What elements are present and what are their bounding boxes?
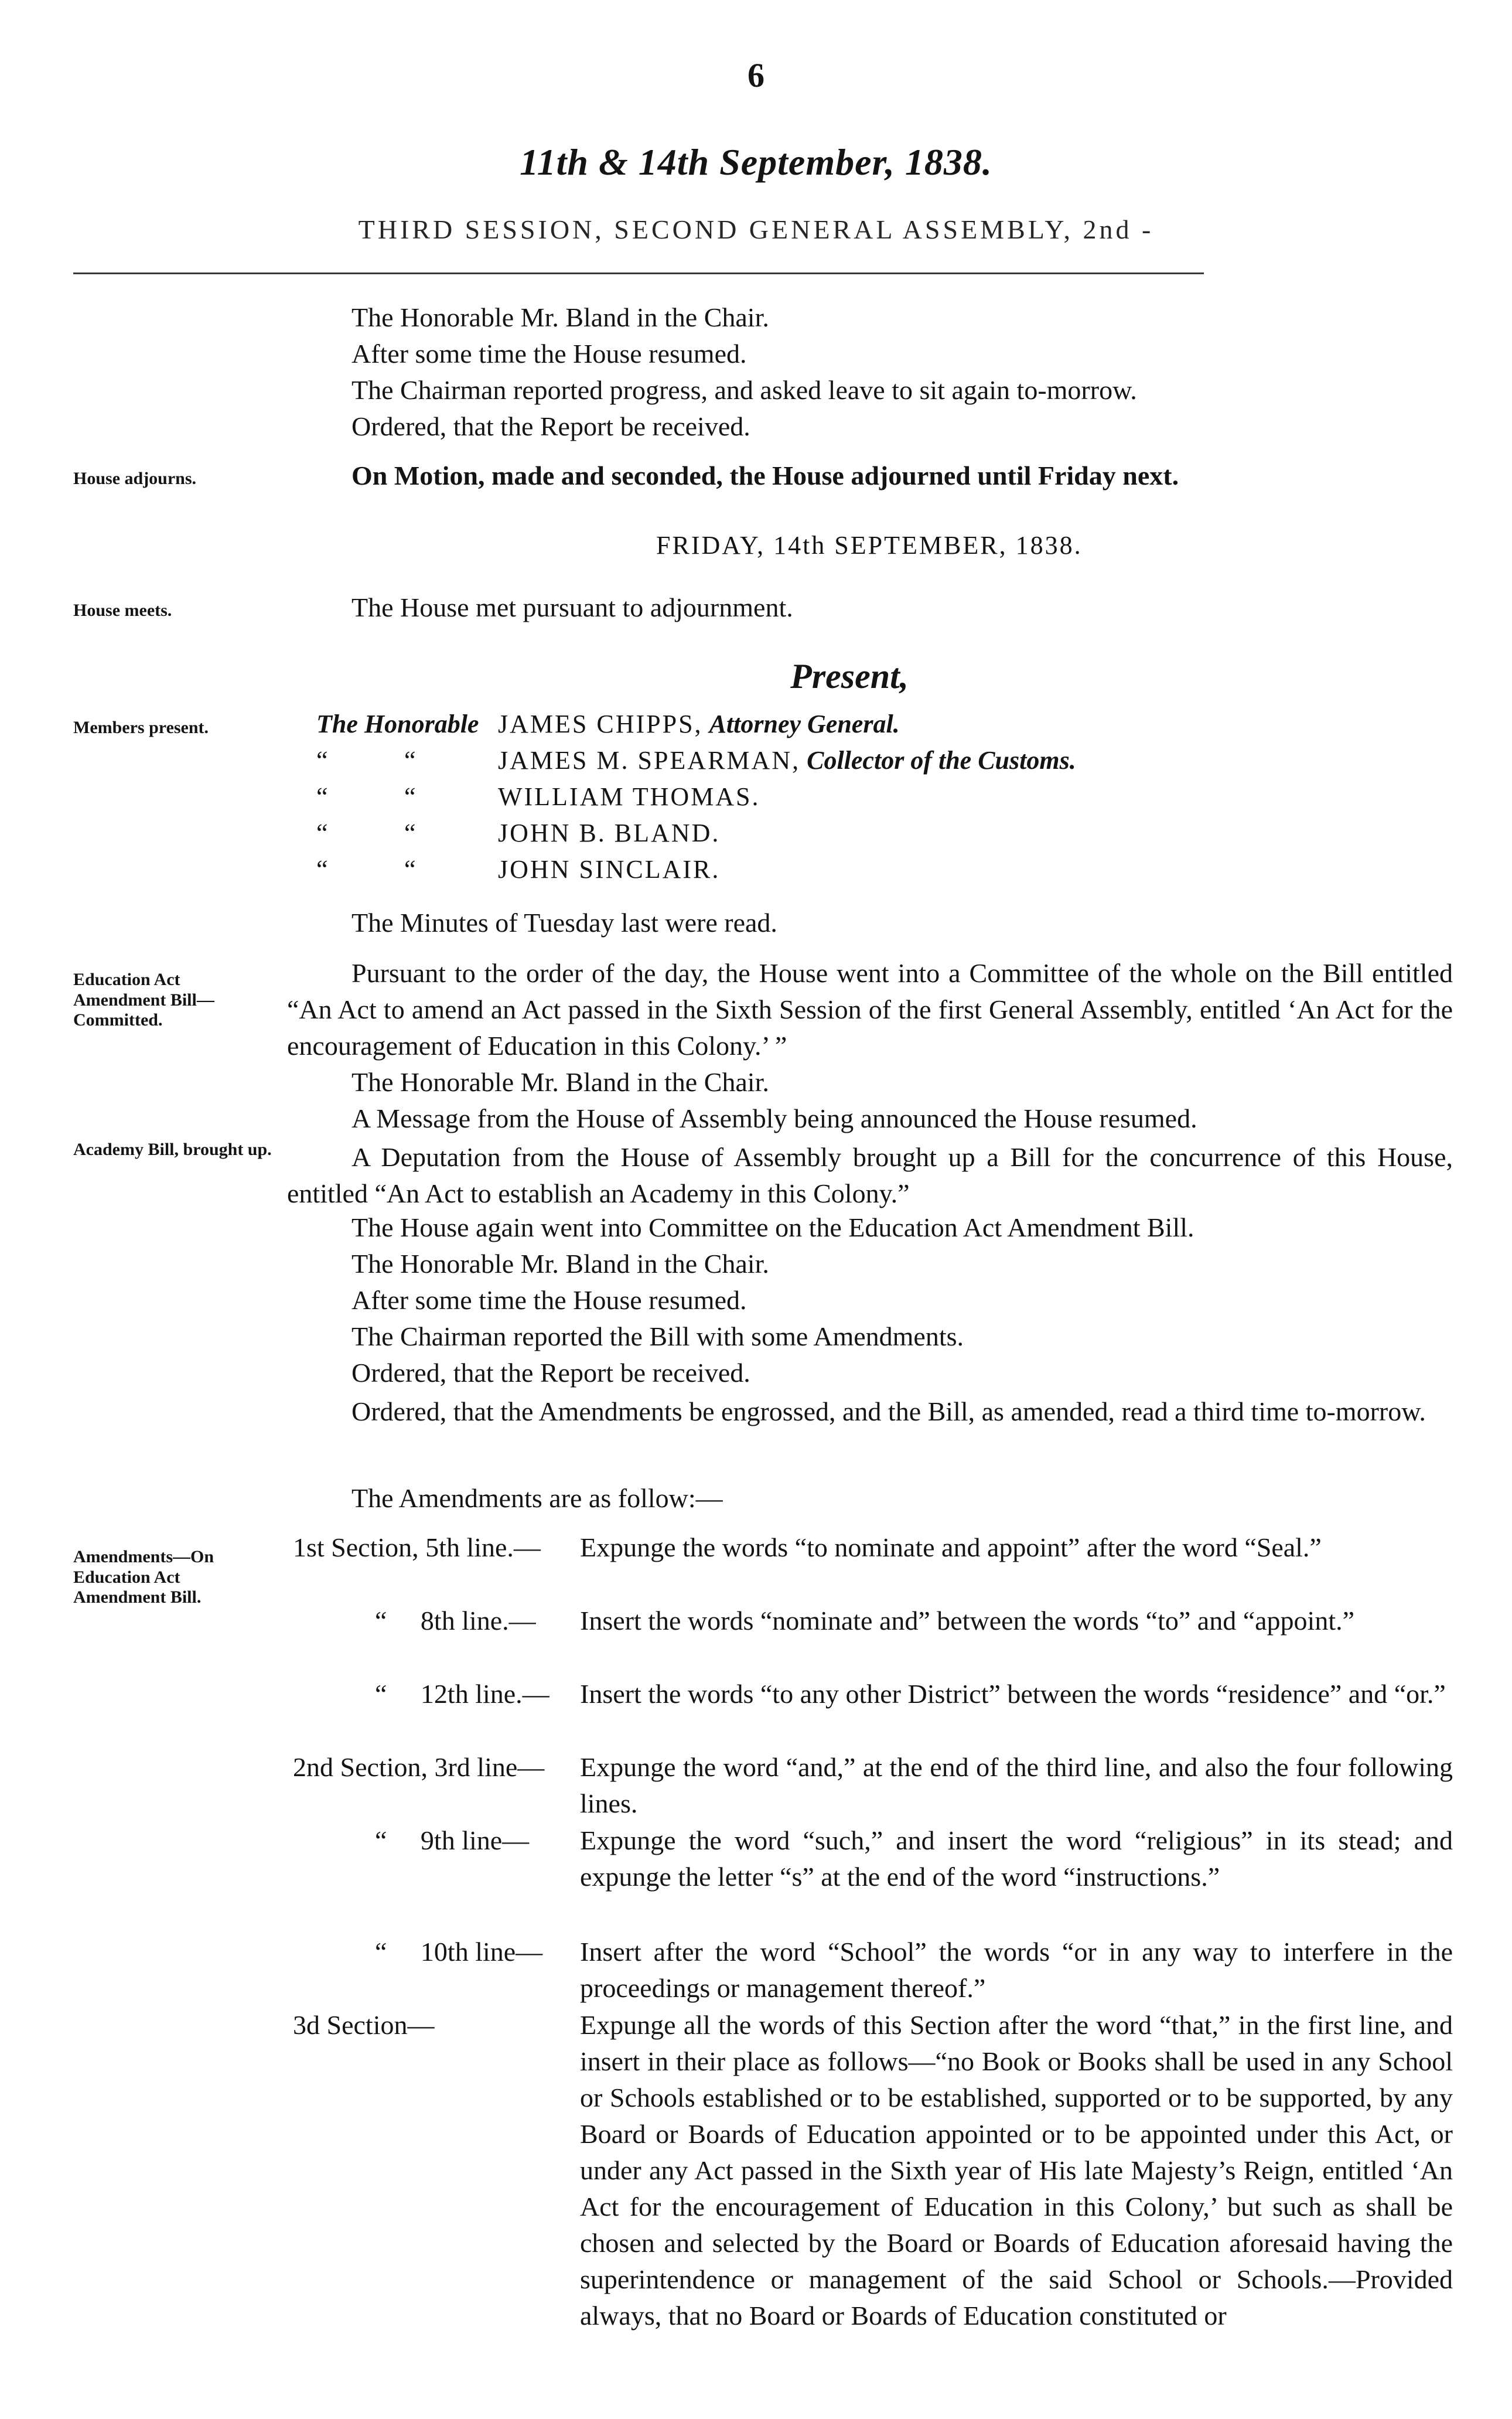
proceeding-line: The House again went into Committee on the Education Act Amendment Bill.	[351, 1212, 1194, 1242]
amendment-item	[293, 1603, 1453, 1679]
member-role: Attorney General.	[709, 710, 900, 738]
amendment-text: Expunge the words “to nominate and appoint” after the word “Seal.”	[580, 1532, 1322, 1562]
amendment-text: Expunge the word “and,” at the end of the third line, and also the four following lines.	[580, 1752, 1453, 1818]
amendment-item	[293, 1676, 1453, 1752]
bland-chair-line: The Honorable Mr. Bland in the Chair.	[351, 1067, 769, 1097]
amendments-intro: The Amendments are as follow:—	[351, 1483, 723, 1513]
ditto-mark: “	[404, 782, 416, 811]
amendment-label: 2nd Section, 3rd line—	[293, 1752, 545, 1782]
amendment-label: “ 10th line—	[375, 1937, 543, 1967]
header-rule	[73, 272, 1204, 274]
member-role: Collector of the Customs.	[807, 746, 1076, 775]
page-number: 6	[748, 56, 764, 94]
friday-heading: FRIDAY, 14th SEPTEMBER, 1838.	[656, 531, 1083, 560]
message-line: A Message from the House of Assembly being announced the House resumed.	[351, 1103, 1197, 1133]
amendment-item	[293, 1934, 1453, 2010]
member-prefix-text: The Honorable	[316, 710, 479, 738]
resumed-line: After some time the House resumed.	[351, 339, 747, 369]
amendment-label: “ 12th line.—	[375, 1679, 549, 1709]
margin-academy-bill: Academy Bill, brought up.	[73, 1140, 272, 1159]
amendment-text: Insert the words “nominate and” between the words “to” and “appoint.”	[580, 1606, 1355, 1636]
house-met-line: The House met pursuant to adjournment.	[351, 592, 793, 622]
amendment-text: Insert after the word “School” the words “or in any way to interfere in the proceedings or management thereof.”	[580, 1937, 1453, 2003]
minutes-line: The Minutes of Tuesday last were read.	[351, 908, 777, 938]
ditto-mark: “	[404, 746, 416, 775]
progress-line: The Chairman reported progress, and asked leave to sit again to-morrow.	[351, 375, 1137, 405]
amendment-label: 1st Section, 5th line.—	[293, 1532, 541, 1562]
engrossed-text: Ordered, that the Amendments be engrossed, and the Bill, as amended, read a third time to-morrow.	[351, 1396, 1426, 1426]
ditto-mark: “	[316, 819, 328, 847]
proceeding-line: Ordered, that the Report be received.	[351, 1358, 750, 1388]
amendment-text: Expunge all the words of this Section after the word “that,” in the first line, and insert in their place as follows—“no Book or Books shall be used in any School or Schools established or to be established, supported or to be supported, by any Board or Boards of Education appointed or to be appointed under this Act, or under any Act passed in the Sixth year of His late Majesty’s Reign, entitled ‘An Act for the encouragement of Education in this Colony,’ but such as shall be chosen and selected by the Board or Boards of Education aforesaid having the superintendence or management of the said School or Schools.—Provided always, that no Board or Boards of Education constituted or	[580, 2010, 1453, 2331]
proceeding-line: The Chairman reported the Bill with some Amendments.	[351, 1321, 964, 1351]
amendment-item	[293, 1529, 1453, 1606]
member-row	[498, 709, 900, 739]
ditto-mark: “	[404, 855, 416, 884]
margin-members-present: Members present.	[73, 718, 209, 737]
ditto-mark: “	[316, 782, 328, 811]
pursuant-text: Pursuant to the order of the day, the House went into a Committee of the whole on the Bill entitled “An Act to amend an Act passed in the Sixth Session of the first General Assembly, entitled ‘An Act for the encouragement of Education in this Colony.’ ”	[287, 958, 1453, 1061]
member-name: JAMES CHIPPS,	[498, 710, 703, 738]
deputation-text: A Deputation from the House of Assembly brought up a Bill for the concurrence of this House, entitled “An Act to establish an Academy in this Colony.”	[287, 1142, 1453, 1208]
margin-amendments: Amendments—On Education Act Amendment Bill.	[73, 1547, 214, 1607]
amendment-label: 3d Section—	[293, 2010, 435, 2040]
report-line: Ordered, that the Report be received.	[351, 411, 750, 441]
engrossed-paragraph	[287, 1394, 1453, 1430]
member-prefix	[316, 709, 479, 739]
amendment-label: “ 8th line.—	[375, 1606, 536, 1636]
member-name: JAMES M. SPEARMAN,	[498, 746, 801, 775]
member-row	[498, 745, 1076, 775]
amendment-item	[293, 1822, 1453, 1940]
ditto-mark: “	[316, 855, 328, 884]
date-heading: 11th & 14th September, 1838.	[520, 141, 992, 183]
amendment-item	[293, 2007, 1453, 2382]
proceeding-line: The Honorable Mr. Bland in the Chair.	[351, 1249, 769, 1279]
margin-house-meets: House meets.	[73, 601, 172, 620]
ditto-mark: “	[316, 746, 328, 775]
present-heading: Present,	[790, 657, 909, 696]
member-name: JOHN B. BLAND.	[498, 819, 721, 847]
session-heading: THIRD SESSION, SECOND GENERAL ASSEMBLY, 2nd -	[358, 214, 1154, 244]
pursuant-paragraph	[287, 955, 1453, 1064]
margin-education-committed: Education Act Amendment Bill—Committed.	[73, 970, 214, 1030]
amendment-label: “ 9th line—	[375, 1825, 530, 1855]
amendment-item	[293, 1749, 1453, 1825]
amendment-text: Expunge the word “such,” and insert the word “religious” in its stead; and expunge the letter “s” at the end of the word “instructions.”	[580, 1825, 1453, 1892]
amendment-text: Insert the words “to any other District” between the words “residence” and “or.”	[580, 1679, 1446, 1709]
proceeding-line: After some time the House resumed.	[351, 1285, 747, 1315]
member-name: JOHN SINCLAIR.	[498, 855, 721, 884]
deputation-paragraph	[287, 1139, 1453, 1212]
margin-house-adjourns: House adjourns.	[73, 469, 197, 488]
member-name: WILLIAM THOMAS.	[498, 782, 760, 811]
chair-line: The Honorable Mr. Bland in the Chair.	[351, 302, 769, 332]
ditto-mark: “	[404, 819, 416, 847]
adjourned-line: On Motion, made and seconded, the House adjourned until Friday next.	[351, 461, 1179, 490]
